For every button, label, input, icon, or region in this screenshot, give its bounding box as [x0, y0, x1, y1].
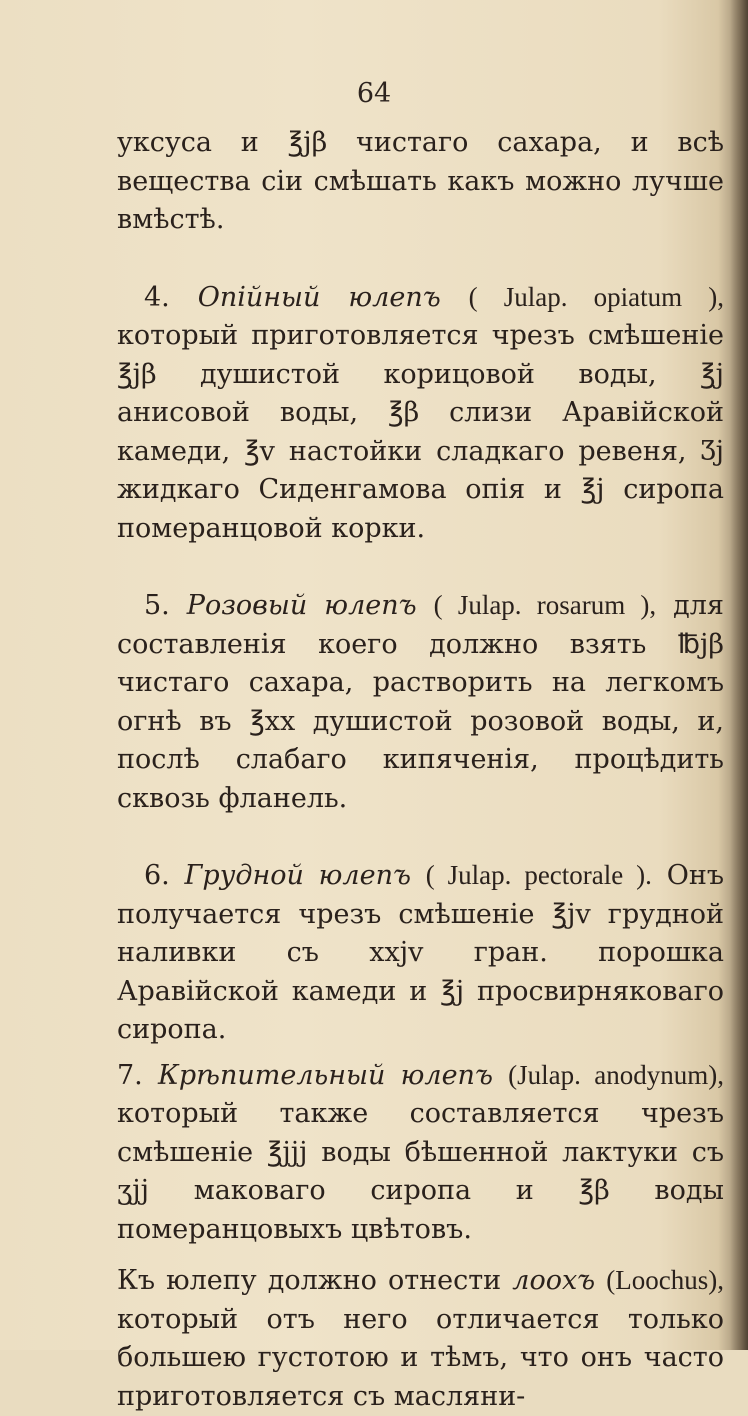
latin-name: ( Julap. rosarum ), [433, 590, 657, 620]
page-number: 64 [356, 78, 392, 109]
item-title: Опійный юлепъ [197, 281, 441, 313]
item-title: Грудной юлепъ [184, 860, 411, 891]
latin-name: (Loochus), [606, 1265, 724, 1295]
item-title: Розовый юлепъ [186, 590, 417, 621]
latin-name: ( Julap. pectorale ). [425, 860, 652, 890]
paragraph-body: для составленія коего должно взять ℔jβ чистаго сахара, растворить на легкомъ огнѣ въ ℥xx душистой розовой воды, и, послѣ слабаго кипяченія, процѣдить сквозь фланель. [117, 590, 724, 814]
page-edge-shadow [730, 0, 748, 1350]
page-text [117, 124, 724, 1416]
paragraph-opiate-julep [117, 278, 724, 549]
paragraph-text: уксуса и ℥jβ чистаго сахара, и всѣ вещества сіи смѣшать какъ можно лучше вмѣстѣ. [117, 127, 724, 235]
paragraph-looch [117, 1261, 724, 1416]
paragraph-strengthening-julep [117, 1056, 724, 1250]
paragraph-lead: Къ юлепу должно отнести [117, 1265, 502, 1296]
item-number: 5. [144, 590, 170, 621]
item-title: Крѣпительный юлепъ [157, 1059, 493, 1091]
item-number: 6. [144, 860, 170, 891]
paragraph-rose-julep [117, 586, 724, 818]
paragraph-body: который приготовляется чрезъ смѣшеніе ℥jβ душистой корицовой воды, ℥j анисовой воды, ℥β слизи Аравійской камеди, ℥v настойки сладкаго ревеня, Ʒj жидкаго Сиденгамова опія и ℥j сиропа померанцовой корки. [117, 320, 724, 544]
latin-name: (Julap. anodynum), [508, 1059, 724, 1090]
latin-name: ( Julap. opiatum ), [468, 281, 724, 312]
paragraph-continuation [117, 124, 724, 240]
item-number: 4. [144, 281, 170, 313]
item-title: лоохъ [512, 1265, 596, 1296]
paragraph-body: который отъ него отличается только большею густотою и тѣмъ, что онъ часто приготовляется съ масляни- [117, 1303, 724, 1412]
item-number: 7. [117, 1059, 143, 1091]
paragraph-body: Онъ получается чрезъ смѣшеніе ℥jv грудной наливки съ xxjv гран. порошка Аравійской камеди и ℥j просвирняковаго сиропа. [117, 860, 724, 1045]
paragraph-chest-julep [117, 856, 724, 1050]
paragraph-body: который также составляется чрезъ смѣшеніе ℥jjj воды бѣшенной лактуки съ ʒjj маковаго сиропа и ℥β воды померанцовыхъ цвѣтовъ. [117, 1098, 724, 1245]
